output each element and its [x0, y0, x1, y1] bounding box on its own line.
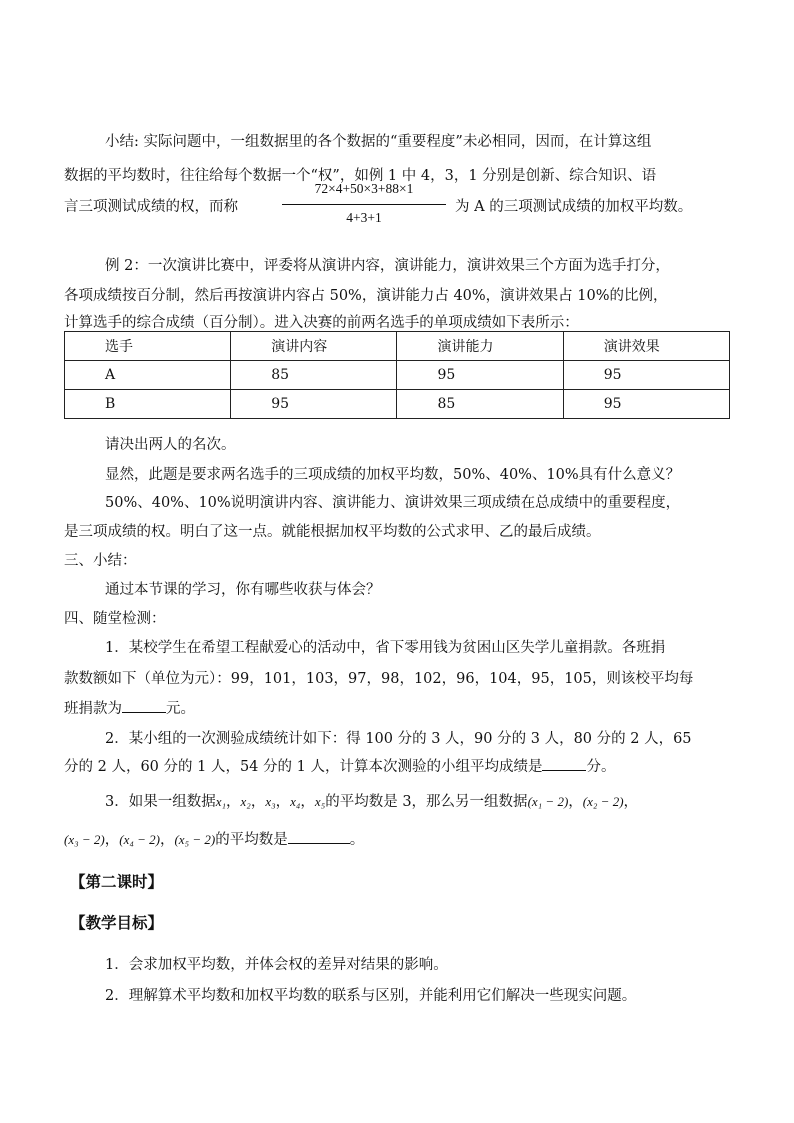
table-cell: B: [65, 390, 231, 419]
q3-x2: x₂: [240, 794, 251, 809]
goal-2: 2．理解算术平均数和加权平均数的联系与区别，并能利用它们解决一些现实问题。: [105, 988, 637, 1004]
q3-expr-1: (x₁ − 2): [527, 794, 569, 809]
q3-x1: x₁: [215, 794, 227, 809]
q2-answer-blank[interactable]: [542, 756, 586, 771]
table-header-cell: 演讲内容: [231, 332, 397, 361]
summary-line-1: 小结: 实际问题中，一组数据里的各个数据的“重要程度”未必相同，因而，在计算这组: [105, 134, 652, 150]
after-table-p1: 请决出两人的名次。: [105, 437, 236, 453]
q1-line-3-pre: 班捐款为: [64, 701, 122, 717]
q2-line-1: 2．某小组的一次测验成绩统计如下：得 100 分的 3 人，90 分的 3 人，80 分的 2 人，65: [105, 731, 692, 747]
goal-1: 1．会求加权平均数，并体会权的差异对结果的影响。: [105, 957, 448, 973]
section3-heading: 三、小结：: [64, 553, 137, 569]
q3-expr-3: (x₃ − 2): [64, 832, 105, 847]
q1-answer-blank[interactable]: [122, 698, 166, 713]
teaching-goals-heading: 【教学目标】: [70, 914, 164, 932]
table-cell: A: [65, 361, 231, 390]
q3-expr-5: (x₅ − 2): [174, 832, 216, 847]
table-cell: 85: [397, 390, 563, 419]
q1-line-3-post: 元。: [166, 701, 195, 717]
summary-line-3-post: 为 A 的三项测试成绩的加权平均数。: [455, 199, 693, 215]
q3-line-1: 3．如果一组数据x₁，x₂，x₃，x₄，x₅的平均数是 3，那么另一组数据(x₁ − 2)，(x₂ − 2)，: [105, 794, 639, 810]
table-cell: 85: [231, 361, 397, 390]
example2-line-3: 计算选手的综合成绩（百分制）。进入决赛的前两名选手的单项成绩如下表所示：: [64, 315, 579, 331]
table-header-cell: 演讲能力: [397, 332, 563, 361]
q2-line-2-post: 分。: [586, 759, 616, 775]
lesson2-heading: 【第二课时】: [70, 873, 164, 891]
q2-line-2-pre: 分的 2 人，60 分的 1 人，54 分的 1 人，计算本次测验的小组平均成绩是: [64, 759, 543, 775]
q3-expr-4: (x₄ − 2): [119, 832, 160, 847]
q3-line-2-post: 的平均数是: [215, 832, 288, 848]
q3-line-1-pre: 3．如果一组数据: [105, 794, 216, 810]
q3-line-1-mid: 的平均数是 3，那么另一组数据: [325, 794, 528, 810]
table-cell: 95: [563, 390, 729, 419]
weighted-fraction-denominator: 4+3+1: [346, 210, 382, 225]
summary-line-3-pre: 言三项测试成绩的权，而称: [64, 199, 238, 215]
table-header-cell: 选手: [65, 332, 231, 361]
q3-x5: x₅: [314, 794, 326, 809]
table-cell: 95: [563, 361, 729, 390]
q1-line-3: [64, 697, 195, 718]
fraction-bar: [282, 204, 446, 205]
table-header-cell: 演讲效果: [563, 332, 729, 361]
section3-text: 通过本节课的学习，你有哪些收获与体会？: [105, 582, 381, 598]
weighted-fraction-numerator: 72×4+50×3+88×1: [314, 181, 414, 196]
table-header-row: [65, 332, 730, 361]
after-table-p3b: 是三项成绩的权。明白了这一点。就能根据加权平均数的公式求甲、乙的最后成绩。: [64, 524, 601, 540]
example2-line-1: 例 2：一次演讲比赛中，评委将从演讲内容，演讲能力，演讲效果三个方面为选手打分，: [105, 258, 670, 274]
table-row: [65, 361, 730, 390]
table-row: [65, 390, 730, 419]
after-table-p3a: 50%、40%、10%说明演讲内容、演讲能力、演讲效果三项成绩在总成绩中的重要程度，: [105, 495, 681, 511]
table-cell: 95: [397, 361, 563, 390]
q3-end: 。: [349, 832, 365, 848]
section4-heading: 四、随堂检测：: [64, 611, 166, 627]
q3-answer-blank[interactable]: [288, 829, 350, 844]
q3-line-2: (x₃ − 2)，(x₄ − 2)，(x₅ − 2)的平均数是 。: [64, 828, 364, 849]
after-table-p2: 显然，此题是要求两名选手的三项成绩的加权平均数，50%、40%、10%具有什么意义？: [105, 467, 681, 483]
summary-line-2: 数据的平均数时，往往给每个数据一个“权”，如例 1 中 4，3，1 分别是创新、综合知识、语: [64, 168, 657, 184]
q3-x3: x₃: [265, 794, 276, 809]
scores-table: [64, 331, 730, 419]
q3-x4: x₄: [290, 794, 301, 809]
q1-line-1: 1．某校学生在希望工程献爱心的活动中，省下零用钱为贫困山区失学儿童捐款。各班捐: [105, 640, 666, 656]
q3-expr-2: (x₂ − 2): [582, 794, 624, 809]
table-cell: 95: [231, 390, 397, 419]
q2-line-2: [64, 755, 615, 776]
q1-line-2: 款数额如下（单位为元）：99，101，103，97，98，102，96，104，95，105，则该校平均每: [64, 671, 694, 687]
example2-line-2: 各项成绩按百分制，然后再按演讲内容占 50%，演讲能力占 40%，演讲效果占 10%的比例，: [64, 288, 668, 304]
